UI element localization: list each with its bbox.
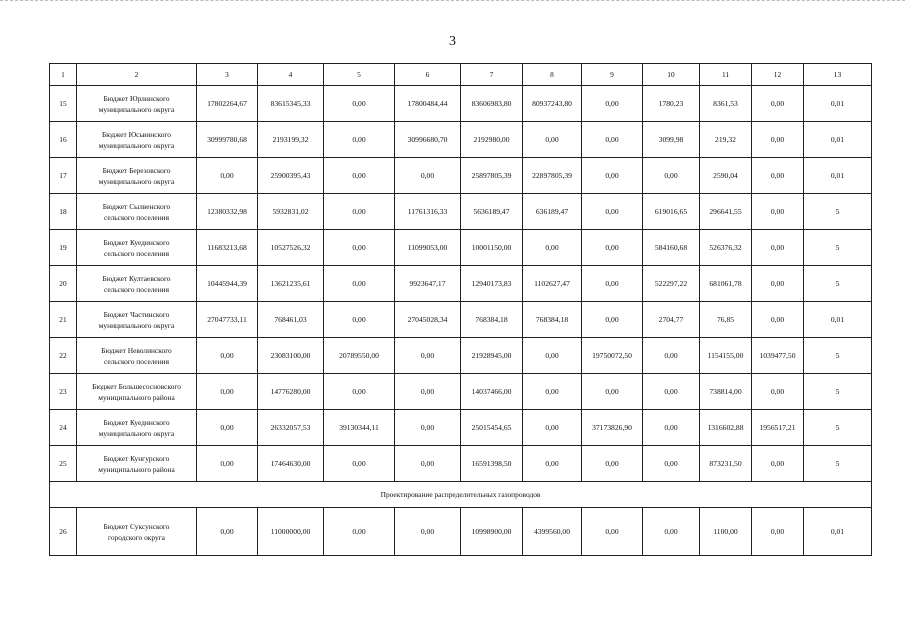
- amount-cell-c10: 1780,23: [643, 86, 700, 122]
- amount-cell-c12: 1956517,21: [752, 410, 804, 446]
- col-header: 7: [461, 64, 523, 86]
- budget-name-line1: Бюджет Кунгурского: [103, 453, 170, 463]
- amount-cell-c12: 0,00: [752, 302, 804, 338]
- budget-name-line1: Бюджет Сылвенского: [102, 201, 171, 211]
- budget-name-line2: муниципального района: [98, 392, 175, 402]
- row-number: 25: [50, 446, 77, 482]
- amount-cell-c12: 0,00: [752, 508, 804, 556]
- amount-cell-c10: 3099,98: [643, 122, 700, 158]
- amount-cell-c5: 0,00: [324, 446, 395, 482]
- amount-cell-c7: 5636189,47: [461, 194, 523, 230]
- amount-cell-c3: 11683213,68: [197, 230, 258, 266]
- budget-name: [77, 374, 197, 410]
- amount-cell-c12: 1039477,50: [752, 338, 804, 374]
- amount-cell-c5: 39130344,11: [324, 410, 395, 446]
- amount-cell-c8: 0,00: [523, 122, 582, 158]
- amount-cell-c3: 0,00: [197, 508, 258, 556]
- amount-cell-c9: 0,00: [582, 508, 643, 556]
- amount-cell-c12: 0,00: [752, 86, 804, 122]
- amount-cell-c5: 0,00: [324, 194, 395, 230]
- amount-cell-c8: 80937243,80: [523, 86, 582, 122]
- budget-name-line1: Бюджет Юрлинского: [103, 93, 170, 103]
- budget-name: [77, 302, 197, 338]
- amount-cell-c12: 0,00: [752, 122, 804, 158]
- row-number: 19: [50, 230, 77, 266]
- col-header: 3: [197, 64, 258, 86]
- amount-cell-c7: 768384,18: [461, 302, 523, 338]
- amount-cell-c13: 5: [804, 374, 872, 410]
- amount-cell-c10: 0,00: [643, 446, 700, 482]
- amount-cell-c3: 30999780,68: [197, 122, 258, 158]
- amount-cell-c9: 19750072,50: [582, 338, 643, 374]
- col-header: 4: [258, 64, 324, 86]
- amount-cell-c13: 0,01: [804, 508, 872, 556]
- budget-name-line2: муниципального района: [98, 464, 175, 474]
- amount-cell-c13: 5: [804, 194, 872, 230]
- row-number: 22: [50, 338, 77, 374]
- budget-name: [77, 338, 197, 374]
- amount-cell-c5: 20789550,00: [324, 338, 395, 374]
- amount-cell-c9: 0,00: [582, 122, 643, 158]
- amount-cell-c12: 0,00: [752, 266, 804, 302]
- amount-cell-c3: 10445944,39: [197, 266, 258, 302]
- amount-cell-c6: 9923647,17: [395, 266, 461, 302]
- row-number: 21: [50, 302, 77, 338]
- amount-cell-c5: 0,00: [324, 302, 395, 338]
- budget-name: [77, 410, 197, 446]
- amount-cell-c7: 16591398,50: [461, 446, 523, 482]
- amount-cell-c11: 2590,04: [700, 158, 752, 194]
- amount-cell-c3: 0,00: [197, 338, 258, 374]
- amount-cell-c13: 5: [804, 230, 872, 266]
- amount-cell-c10: 584160,68: [643, 230, 700, 266]
- amount-cell-c5: 0,00: [324, 230, 395, 266]
- table-row: [50, 446, 872, 482]
- budget-name-line2: городского округа: [108, 532, 165, 542]
- budget-name-line2: муниципального округа: [98, 428, 175, 438]
- amount-cell-c12: 0,00: [752, 194, 804, 230]
- amount-cell-c8: 0,00: [523, 446, 582, 482]
- amount-cell-c6: 0,00: [395, 410, 461, 446]
- budget-name-line1: Бюджет Большесосновского: [92, 381, 181, 391]
- table-row: [50, 508, 872, 556]
- amount-cell-c10: 522297,22: [643, 266, 700, 302]
- page-top-edge: [0, 0, 905, 2]
- amount-cell-c4: 14776280,00: [258, 374, 324, 410]
- amount-cell-c3: 12380332,98: [197, 194, 258, 230]
- amount-cell-c6: 0,00: [395, 338, 461, 374]
- amount-cell-c11: 681061,78: [700, 266, 752, 302]
- amount-cell-c13: 0,01: [804, 86, 872, 122]
- budget-name-line2: сельского поселения: [103, 356, 170, 366]
- budget-name-line1: Бюджет Березовского: [102, 165, 171, 175]
- amount-cell-c13: 0,01: [804, 158, 872, 194]
- amount-cell-c5: 0,00: [324, 266, 395, 302]
- row-number: 17: [50, 158, 77, 194]
- budget-name: [77, 158, 197, 194]
- table-row: [50, 230, 872, 266]
- amount-cell-c12: 0,00: [752, 230, 804, 266]
- amount-cell-c11: 1316602,88: [700, 410, 752, 446]
- col-header: 6: [395, 64, 461, 86]
- amount-cell-c4: 13621235,61: [258, 266, 324, 302]
- amount-cell-c10: 0,00: [643, 158, 700, 194]
- amount-cell-c13: 5: [804, 266, 872, 302]
- amount-cell-c10: 0,00: [643, 508, 700, 556]
- amount-cell-c4: 17464630,00: [258, 446, 324, 482]
- amount-cell-c6: 0,00: [395, 446, 461, 482]
- table-row: [50, 194, 872, 230]
- amount-cell-c11: 526376,32: [700, 230, 752, 266]
- amount-cell-c10: 0,00: [643, 410, 700, 446]
- budget-name-line1: Бюджет Неволинского: [101, 345, 172, 355]
- amount-cell-c11: 76,85: [700, 302, 752, 338]
- col-header: 8: [523, 64, 582, 86]
- budget-name-line1: Бюджет Суксунского: [103, 521, 170, 531]
- amount-cell-c10: 0,00: [643, 338, 700, 374]
- col-header: 1: [50, 64, 77, 86]
- amount-cell-c5: 0,00: [324, 122, 395, 158]
- amount-cell-c4: 23083100,00: [258, 338, 324, 374]
- col-header: 10: [643, 64, 700, 86]
- amount-cell-c13: 0,01: [804, 122, 872, 158]
- budget-name: [77, 266, 197, 302]
- amount-cell-c9: 0,00: [582, 302, 643, 338]
- amount-cell-c6: 11761316,33: [395, 194, 461, 230]
- amount-cell-c4: 10527526,32: [258, 230, 324, 266]
- amount-cell-c11: 1100,00: [700, 508, 752, 556]
- amount-cell-c11: 8361,53: [700, 86, 752, 122]
- amount-cell-c4: 5932831,02: [258, 194, 324, 230]
- amount-cell-c13: 5: [804, 338, 872, 374]
- table-row: [50, 374, 872, 410]
- amount-cell-c8: 0,00: [523, 374, 582, 410]
- amount-cell-c11: 738814,00: [700, 374, 752, 410]
- amount-cell-c9: 0,00: [582, 194, 643, 230]
- amount-cell-c9: 0,00: [582, 374, 643, 410]
- budget-name-line1: Бюджет Юсьвинского: [102, 129, 171, 139]
- budget-name: [77, 446, 197, 482]
- amount-cell-c13: 5: [804, 446, 872, 482]
- row-number: 24: [50, 410, 77, 446]
- amount-cell-c7: 25897805,39: [461, 158, 523, 194]
- col-header: 13: [804, 64, 872, 86]
- budget-name: [77, 86, 197, 122]
- amount-cell-c10: 2704,77: [643, 302, 700, 338]
- col-header: 2: [77, 64, 197, 86]
- amount-cell-c6: 27045028,34: [395, 302, 461, 338]
- row-number: 23: [50, 374, 77, 410]
- amount-cell-c7: 25015454,65: [461, 410, 523, 446]
- amount-cell-c3: 0,00: [197, 446, 258, 482]
- amount-cell-c6: 0,00: [395, 374, 461, 410]
- amount-cell-c3: 0,00: [197, 374, 258, 410]
- header-row: [50, 64, 872, 86]
- section-row: [50, 482, 872, 508]
- budget-name-line2: муниципального округа: [98, 320, 175, 330]
- amount-cell-c12: 0,00: [752, 158, 804, 194]
- budget-name-line2: сельского поселения: [103, 212, 170, 222]
- amount-cell-c3: 17802264,67: [197, 86, 258, 122]
- amount-cell-c8: 768384,18: [523, 302, 582, 338]
- amount-cell-c9: 37173826,90: [582, 410, 643, 446]
- amount-cell-c9: 0,00: [582, 158, 643, 194]
- table-row: [50, 86, 872, 122]
- row-number: 15: [50, 86, 77, 122]
- amount-cell-c4: 768461,03: [258, 302, 324, 338]
- amount-cell-c3: 0,00: [197, 410, 258, 446]
- row-number: 18: [50, 194, 77, 230]
- amount-cell-c4: 83615345,33: [258, 86, 324, 122]
- amount-cell-c8: 1102627,47: [523, 266, 582, 302]
- amount-cell-c10: 619016,65: [643, 194, 700, 230]
- amount-cell-c7: 21928945,00: [461, 338, 523, 374]
- row-number: 20: [50, 266, 77, 302]
- amount-cell-c13: 5: [804, 410, 872, 446]
- amount-cell-c7: 10001150,00: [461, 230, 523, 266]
- amount-cell-c6: 0,00: [395, 508, 461, 556]
- table-row: [50, 338, 872, 374]
- amount-cell-c9: 0,00: [582, 446, 643, 482]
- amount-cell-c12: 0,00: [752, 374, 804, 410]
- amount-cell-c7: 10998900,00: [461, 508, 523, 556]
- amount-cell-c8: 22897805,39: [523, 158, 582, 194]
- budget-name-line2: сельского поселения: [103, 284, 170, 294]
- budget-name-line1: Бюджет Култаевского: [102, 273, 171, 283]
- amount-cell-c6: 30996680,70: [395, 122, 461, 158]
- amount-cell-c9: 0,00: [582, 86, 643, 122]
- row-number: 26: [50, 508, 77, 556]
- table-row: [50, 302, 872, 338]
- budget-name: [77, 508, 197, 556]
- amount-cell-c3: 27047733,11: [197, 302, 258, 338]
- section-title: Проектирование распределительных газопроводов: [50, 482, 872, 508]
- amount-cell-c9: 0,00: [582, 266, 643, 302]
- amount-cell-c4: 26332057,53: [258, 410, 324, 446]
- budget-name-line1: Бюджет Частинского: [103, 309, 170, 319]
- budget-name-line2: сельского поселения: [103, 248, 170, 258]
- amount-cell-c8: 4399560,00: [523, 508, 582, 556]
- amount-cell-c5: 0,00: [324, 86, 395, 122]
- amount-cell-c4: 11000000,00: [258, 508, 324, 556]
- table-row: [50, 410, 872, 446]
- amount-cell-c3: 0,00: [197, 158, 258, 194]
- budget-name: [77, 122, 197, 158]
- amount-cell-c8: 0,00: [523, 410, 582, 446]
- amount-cell-c7: 14037466,00: [461, 374, 523, 410]
- amount-cell-c6: 0,00: [395, 158, 461, 194]
- amount-cell-c11: 873231,50: [700, 446, 752, 482]
- amount-cell-c4: 25900395,43: [258, 158, 324, 194]
- budget-name-line1: Бюджет Куединского: [103, 237, 170, 247]
- amount-cell-c5: 0,00: [324, 374, 395, 410]
- col-header: 5: [324, 64, 395, 86]
- amount-cell-c5: 0,00: [324, 158, 395, 194]
- amount-cell-c7: 12940173,83: [461, 266, 523, 302]
- budget-name-line2: муниципального округа: [98, 140, 175, 150]
- col-header: 9: [582, 64, 643, 86]
- table-row: [50, 266, 872, 302]
- table-row: [50, 122, 872, 158]
- budget-name: [77, 194, 197, 230]
- amount-cell-c8: 636189,47: [523, 194, 582, 230]
- budget-name-line2: муниципального округа: [98, 176, 175, 186]
- amount-cell-c9: 0,00: [582, 230, 643, 266]
- budget-name-line1: Бюджет Куединского: [103, 417, 170, 427]
- amount-cell-c8: 0,00: [523, 338, 582, 374]
- amount-cell-c5: 0,00: [324, 508, 395, 556]
- amount-cell-c7: 2192980,00: [461, 122, 523, 158]
- page-number: 3: [449, 34, 456, 49]
- table-row: [50, 158, 872, 194]
- amount-cell-c10: 0,00: [643, 374, 700, 410]
- amount-cell-c8: 0,00: [523, 230, 582, 266]
- amount-cell-c13: 0,01: [804, 302, 872, 338]
- amount-cell-c12: 0,00: [752, 446, 804, 482]
- amount-cell-c6: 17800484,44: [395, 86, 461, 122]
- amount-cell-c6: 11099053,00: [395, 230, 461, 266]
- amount-cell-c11: 219,32: [700, 122, 752, 158]
- amount-cell-c11: 296641,55: [700, 194, 752, 230]
- budget-table: [49, 63, 872, 556]
- col-header: 12: [752, 64, 804, 86]
- budget-name-line2: муниципального округа: [98, 104, 175, 114]
- col-header: 11: [700, 64, 752, 86]
- amount-cell-c7: 83606983,80: [461, 86, 523, 122]
- amount-cell-c4: 2193199,32: [258, 122, 324, 158]
- row-number: 16: [50, 122, 77, 158]
- budget-name: [77, 230, 197, 266]
- amount-cell-c11: 1154155,00: [700, 338, 752, 374]
